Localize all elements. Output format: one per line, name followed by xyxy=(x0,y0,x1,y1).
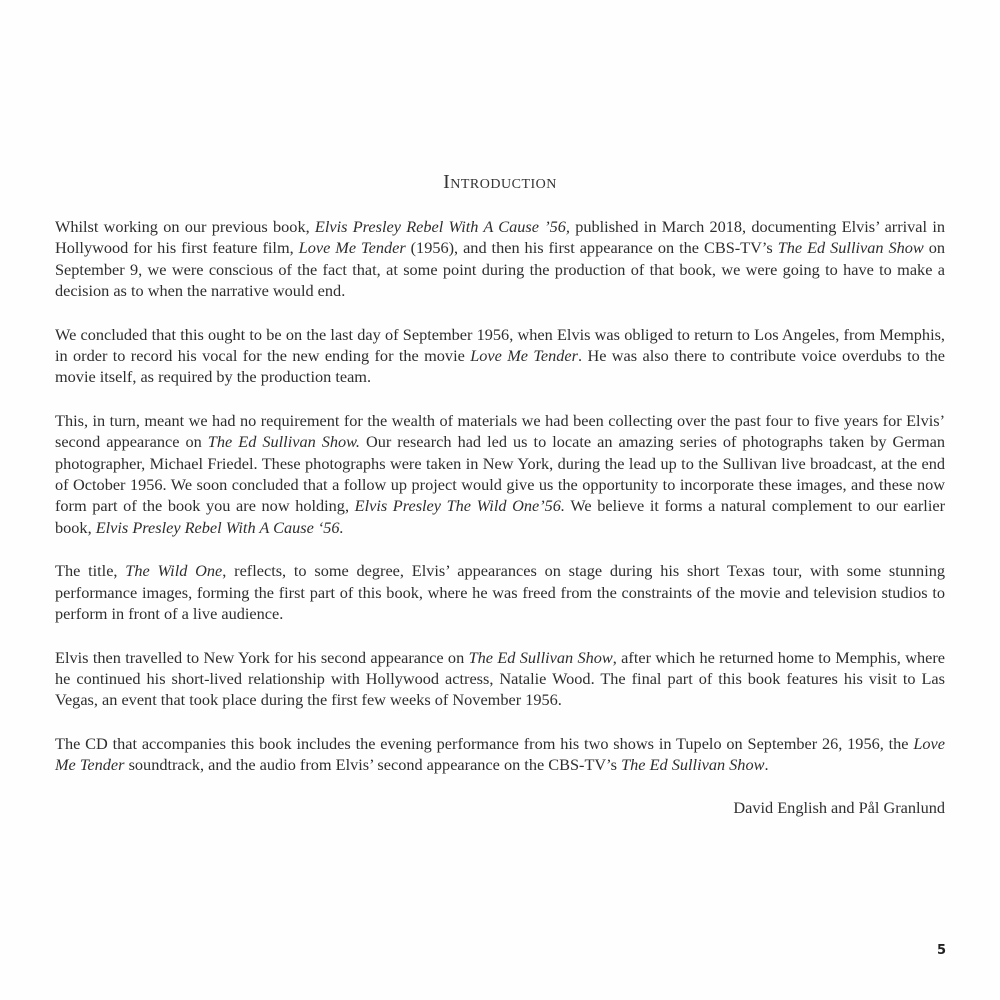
paragraph xyxy=(55,410,945,538)
paragraph xyxy=(55,733,945,776)
text-run: We concluded that this ought to be on the last day of September 1956, when Elvis was obliged to return to Los Angeles, from Memphis, in order to record his vocal for the new ending for the movie xyxy=(55,324,945,366)
text-run: (1956), and then his first appearance on the CBS-TV’s xyxy=(405,238,778,258)
italic-title-text: The Ed Sullivan Show xyxy=(777,238,924,258)
text-run: , after which he returned home to Memphis, where he continued his short-lived relationship with Hollywood actress, Natalie Wood. The final part of this book features his visit to Las Vegas, an event that took place during the first few weeks of November 1956. xyxy=(55,647,945,710)
italic-title-text: Elvis Presley Rebel With A Cause ‘56. xyxy=(95,517,344,537)
text-run: on September 9, we were conscious of the fact that, at some point during the production of that book, we were going to have to make a decision as to when the narrative would end. xyxy=(55,238,945,301)
paragraph xyxy=(55,560,945,624)
page-title: Introduction xyxy=(443,171,557,193)
text-run: We believe it forms a natural complement to our earlier book, xyxy=(55,496,945,537)
page-number: 5 xyxy=(936,943,946,958)
text-run: The title, xyxy=(55,561,126,581)
italic-title-text: Elvis Presley Rebel With A Cause ’56, xyxy=(314,217,570,236)
paragraph xyxy=(55,647,945,711)
italic-title-text: Elvis Presley The Wild One’56. xyxy=(354,496,566,516)
paragraph xyxy=(55,324,945,388)
text-run: soundtrack, and the audio from Elvis’ second appearance on the CBS-TV’s xyxy=(124,755,622,775)
text-run: Whilst working on our previous book, xyxy=(55,217,315,236)
text-run: , reflects, to some degree, Elvis’ appearances on stage during his short Texas tour, with some stunning performance images, forming the first part of this book, where he was freed from the constraints of the movie and television studios to perform in front of a live audience. xyxy=(55,561,945,624)
italic-title-text: The Ed Sullivan Show xyxy=(468,647,613,667)
text-run: published in March 2018, documenting Elvis’ arrival in Hollywood for his first feature film, xyxy=(55,217,945,258)
paragraph xyxy=(55,216,945,302)
author-signature: David English and Pål Granlund xyxy=(733,798,945,817)
text-run: . He was also there to contribute voice overdubs to the movie itself, as required by the production team. xyxy=(55,346,945,387)
italic-title-text: The Ed Sullivan Show. xyxy=(207,432,360,452)
text-run: Our research had led us to locate an amazing series of photographs taken by German photographer, Michael Friedel. These photographs were taken in New York, during the lead up to the Sullivan live broadcast, at the end of October 1956. We soon concluded that a follow up project would give us the opportunity to incorporate these images, and these now form part of the book you are now holding, xyxy=(55,432,945,516)
italic-title-text: The Wild One xyxy=(125,561,223,581)
text-run: . xyxy=(764,755,769,775)
text-run: The CD that accompanies this book includes the evening performance from his two shows in Tupelo on September 26, 1956, the xyxy=(55,733,914,753)
italic-title-text: Love Me Tender xyxy=(55,733,945,775)
body-text xyxy=(55,216,945,798)
italic-title-text: Love Me Tender xyxy=(470,346,578,366)
italic-title-text: Love Me Tender xyxy=(298,238,406,258)
text-run: This, in turn, meant we had no requirement for the wealth of materials we had been collecting over the past four to five years for Elvis’ second appearance on xyxy=(55,410,945,452)
text-run: Elvis then travelled to New York for his second appearance on xyxy=(55,647,469,667)
italic-title-text: The Ed Sullivan Show xyxy=(621,755,765,775)
